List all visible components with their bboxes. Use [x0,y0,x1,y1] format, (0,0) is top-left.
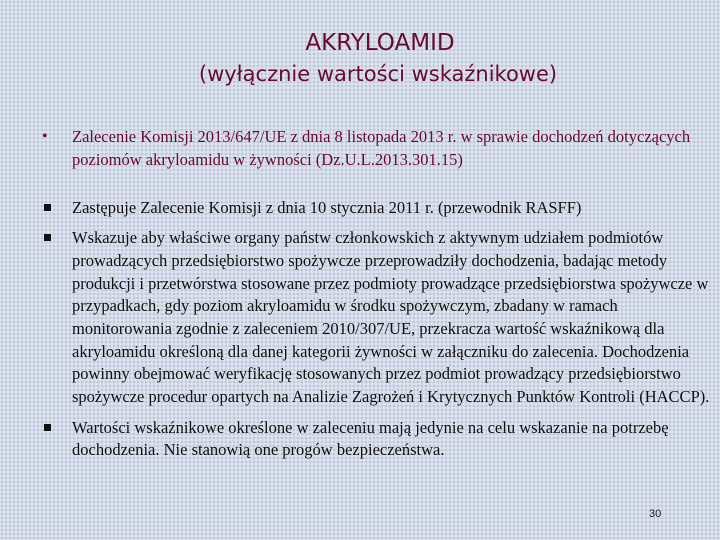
slide-subtitle: (wyłącznie wartości wskaźnikowe) [198,62,558,86]
round-bullet-icon: • [42,128,48,145]
list-item [42,227,710,409]
square-bullet-icon [42,417,62,431]
square-bullet-icon [42,227,62,241]
list-item-text: Zastępuje Zalecenie Komisji z dnia 10 stycznia 2011 r. (przewodnik RASFF) [72,198,582,218]
slide-content [42,126,710,462]
list-item-text: Wartości wskaźnikowe określone w zaleceniu mają jedynie na celu wskazanie na potrzebę dochodzenia. Nie stanowią one progów bezpieczeństwa. [72,417,669,460]
list-item-text: Wskazuje aby właściwe organy państw członkowskich z aktywnym udziałem podmiotów prowadzących przedsiębiorstwo spożywcze przeprowadziły dochodzenia, badając metody produkcji i przetwórstwa stosowane przez podmioty prowadzące przedsiębiorstwa spożywcze w przypadkach, gdy poziom akryloamidu w środku spożywczym, zbadany w ramach monitorowania zgodnie z zaleceniem 2010/307/UE, przekracza wartość wskaźnikową dla akryloamidu określoną dla danej kategorii żywności w załączniku do zalecenia. Dochodzenia powinny obejmować weryfikację stosowanych przez podmiot prowadzący przedsiębiorstwo spożywcze procedur opartych na Analizie Zagrożeń i Krytycznych Punktów Kontroli (HACCP). [72,228,710,407]
square-bullet-icon [42,197,62,211]
slide-title: AKRYLOAMID [305,30,455,56]
list-item [42,417,710,462]
intro-bullet-item [42,126,710,171]
list-item [42,197,710,220]
intro-text: Zalecenie Komisji 2013/647/UE z dnia 8 listopada 2013 r. w sprawie dochodzeń dotyczących poziomów akryloamidu w żywności (Dz.U.L.2013.301.15) [72,127,691,169]
slide-number: 30 [649,508,662,520]
